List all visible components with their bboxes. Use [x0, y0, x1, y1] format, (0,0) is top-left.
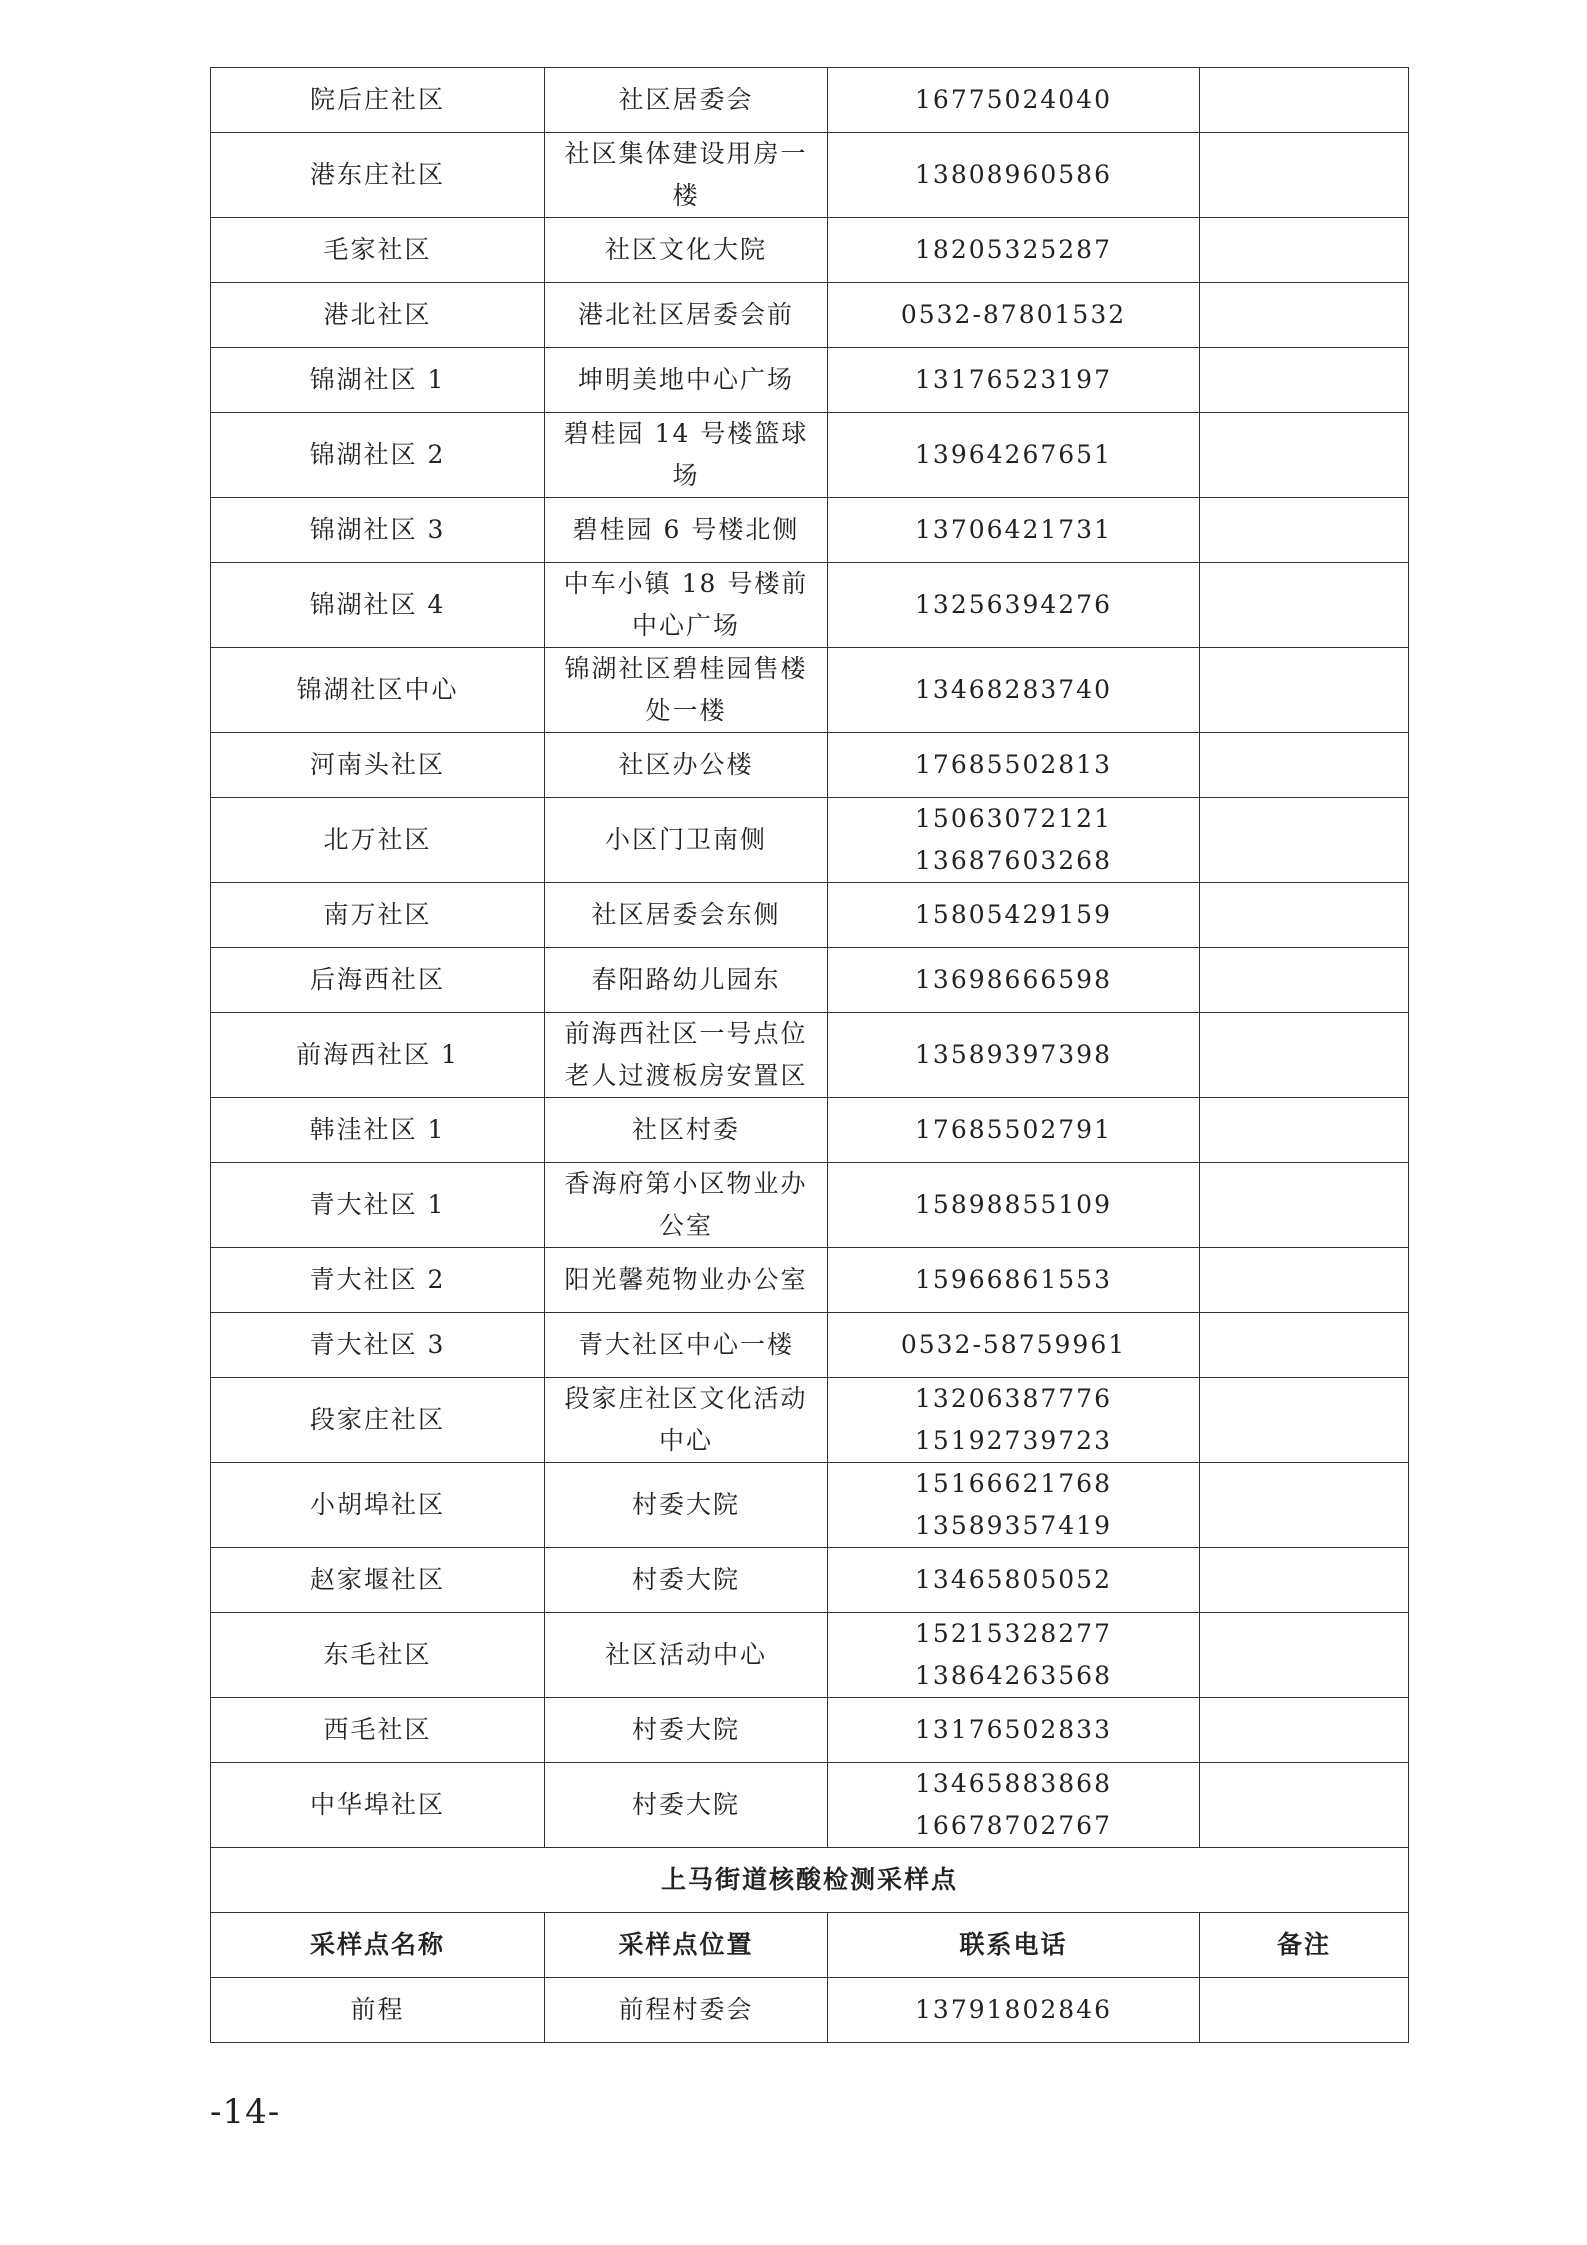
table-row — [211, 218, 1409, 283]
cell-site-name: 后海西社区 — [211, 948, 545, 1013]
cell-site-location: 中车小镇 18 号楼前中心广场 — [545, 563, 828, 648]
cell-contact-phone — [828, 68, 1200, 133]
cell-remark — [1200, 1613, 1409, 1698]
cell-remark — [1200, 133, 1409, 218]
cell-remark — [1200, 1098, 1409, 1163]
phone-number: 13864263568 — [915, 1661, 1112, 1690]
cell-site-location: 前海西社区一号点位老人过渡板房安置区 — [545, 1013, 828, 1098]
cell-site-name: 青大社区 3 — [211, 1313, 545, 1378]
table-row — [211, 648, 1409, 733]
phone-number: 15215328277 — [915, 1619, 1112, 1648]
cell-contact-phone — [828, 1463, 1200, 1548]
phone-number: 18205325287 — [915, 235, 1112, 264]
table-row — [211, 563, 1409, 648]
cell-contact-phone — [828, 283, 1200, 348]
cell-site-name: 中华埠社区 — [211, 1763, 545, 1848]
phone-number: 13589397398 — [915, 1040, 1112, 1069]
phone-number: 15966861553 — [915, 1265, 1112, 1294]
cell-remark — [1200, 733, 1409, 798]
cell-remark — [1200, 413, 1409, 498]
phone-number: 17685502813 — [915, 750, 1112, 779]
phone-number: 13468283740 — [915, 675, 1112, 704]
header-row — [211, 1913, 1409, 1978]
cell-site-location: 香海府第小区物业办公室 — [545, 1163, 828, 1248]
cell-site-name: 毛家社区 — [211, 218, 545, 283]
cell-site-name: 河南头社区 — [211, 733, 545, 798]
phone-number: 13964267651 — [915, 440, 1112, 469]
cell-site-name: 港北社区 — [211, 283, 545, 348]
column-header: 备注 — [1200, 1913, 1409, 1978]
phone-number: 15805429159 — [915, 900, 1112, 929]
table-row — [211, 1463, 1409, 1548]
cell-site-name: 段家庄社区 — [211, 1378, 545, 1463]
cell-site-name: 锦湖社区 2 — [211, 413, 545, 498]
cell-contact-phone — [828, 1763, 1200, 1848]
section-title-row — [211, 1848, 1409, 1913]
section-title: 上马街道核酸检测采样点 — [211, 1848, 1409, 1913]
cell-site-location: 段家庄社区文化活动中心 — [545, 1378, 828, 1463]
cell-remark — [1200, 1248, 1409, 1313]
cell-site-location: 村委大院 — [545, 1548, 828, 1613]
cell-remark — [1200, 1548, 1409, 1613]
table-row — [211, 1698, 1409, 1763]
cell-remark — [1200, 1978, 1409, 2043]
table-row — [211, 798, 1409, 883]
cell-contact-phone — [828, 1013, 1200, 1098]
phone-number: 13791802846 — [915, 1995, 1112, 2024]
sampling-points-table — [210, 67, 1409, 2043]
phone-number: 13698666598 — [915, 965, 1112, 994]
cell-contact-phone — [828, 1698, 1200, 1763]
cell-site-location: 青大社区中心一楼 — [545, 1313, 828, 1378]
cell-contact-phone — [828, 1098, 1200, 1163]
column-header: 联系电话 — [828, 1913, 1200, 1978]
cell-site-name: 赵家堰社区 — [211, 1548, 545, 1613]
cell-site-name: 西毛社区 — [211, 1698, 545, 1763]
cell-site-name: 院后庄社区 — [211, 68, 545, 133]
phone-number: 13176523197 — [915, 365, 1112, 394]
cell-site-name: 锦湖社区 1 — [211, 348, 545, 413]
cell-site-location: 社区活动中心 — [545, 1613, 828, 1698]
table-row — [211, 283, 1409, 348]
cell-site-location: 社区居委会 — [545, 68, 828, 133]
cell-site-location: 春阳路幼儿园东 — [545, 948, 828, 1013]
cell-remark — [1200, 498, 1409, 563]
cell-site-location: 锦湖社区碧桂园售楼处一楼 — [545, 648, 828, 733]
phone-number: 13256394276 — [915, 590, 1112, 619]
cell-site-location: 碧桂园 14 号楼篮球场 — [545, 413, 828, 498]
phone-number: 17685502791 — [915, 1115, 1112, 1144]
cell-site-location: 小区门卫南侧 — [545, 798, 828, 883]
cell-remark — [1200, 218, 1409, 283]
column-header: 采样点位置 — [545, 1913, 828, 1978]
cell-site-name: 青大社区 2 — [211, 1248, 545, 1313]
table-row — [211, 1613, 1409, 1698]
cell-contact-phone — [828, 1548, 1200, 1613]
cell-site-name: 港东庄社区 — [211, 133, 545, 218]
table-row — [211, 883, 1409, 948]
cell-contact-phone — [828, 1248, 1200, 1313]
cell-site-name: 前程 — [211, 1978, 545, 2043]
phone-number: 13176502833 — [915, 1715, 1112, 1744]
phone-number: 0532-87801532 — [900, 300, 1127, 329]
phone-number: 13808960586 — [915, 160, 1112, 189]
table-row — [211, 498, 1409, 563]
cell-contact-phone — [828, 1613, 1200, 1698]
phone-number: 13465805052 — [915, 1565, 1112, 1594]
cell-contact-phone — [828, 1978, 1200, 2043]
table-row — [211, 948, 1409, 1013]
cell-contact-phone — [828, 498, 1200, 563]
table-row — [211, 1978, 1409, 2043]
cell-site-location: 村委大院 — [545, 1463, 828, 1548]
cell-contact-phone — [828, 948, 1200, 1013]
table-row — [211, 1313, 1409, 1378]
page-number: -14- — [210, 2092, 281, 2132]
cell-contact-phone — [828, 1378, 1200, 1463]
cell-site-location: 社区居委会东侧 — [545, 883, 828, 948]
cell-site-location: 社区文化大院 — [545, 218, 828, 283]
cell-contact-phone — [828, 133, 1200, 218]
cell-site-location: 村委大院 — [545, 1698, 828, 1763]
cell-remark — [1200, 1163, 1409, 1248]
cell-remark — [1200, 348, 1409, 413]
cell-site-location: 港北社区居委会前 — [545, 283, 828, 348]
cell-contact-phone — [828, 1163, 1200, 1248]
cell-site-name: 锦湖社区 3 — [211, 498, 545, 563]
cell-site-name: 东毛社区 — [211, 1613, 545, 1698]
cell-contact-phone — [828, 648, 1200, 733]
cell-site-name: 青大社区 1 — [211, 1163, 545, 1248]
cell-site-location: 村委大院 — [545, 1763, 828, 1848]
cell-site-location: 碧桂园 6 号楼北侧 — [545, 498, 828, 563]
cell-remark — [1200, 1313, 1409, 1378]
phone-number: 13706421731 — [915, 515, 1112, 544]
cell-site-name: 锦湖社区 4 — [211, 563, 545, 648]
phone-number: 15166621768 — [915, 1469, 1112, 1498]
cell-contact-phone — [828, 218, 1200, 283]
cell-site-name: 韩洼社区 1 — [211, 1098, 545, 1163]
table-row — [211, 1763, 1409, 1848]
cell-site-location: 社区集体建设用房一楼 — [545, 133, 828, 218]
table-row — [211, 133, 1409, 218]
column-header: 采样点名称 — [211, 1913, 545, 1978]
cell-remark — [1200, 1378, 1409, 1463]
cell-remark — [1200, 283, 1409, 348]
cell-remark — [1200, 1463, 1409, 1548]
cell-contact-phone — [828, 413, 1200, 498]
table-row — [211, 1013, 1409, 1098]
phone-number: 13206387776 — [915, 1384, 1112, 1413]
phone-number: 13687603268 — [915, 846, 1112, 875]
phone-number: 0532-58759961 — [900, 1330, 1127, 1359]
phone-number: 13589357419 — [915, 1511, 1112, 1540]
cell-remark — [1200, 883, 1409, 948]
cell-contact-phone — [828, 348, 1200, 413]
table-row — [211, 413, 1409, 498]
cell-contact-phone — [828, 733, 1200, 798]
phone-number: 15898855109 — [915, 1190, 1112, 1219]
cell-remark — [1200, 798, 1409, 883]
cell-site-location: 前程村委会 — [545, 1978, 828, 2043]
cell-remark — [1200, 1698, 1409, 1763]
cell-site-location: 阳光馨苑物业办公室 — [545, 1248, 828, 1313]
table-row — [211, 1378, 1409, 1463]
cell-site-name: 南万社区 — [211, 883, 545, 948]
phone-number: 15063072121 — [915, 804, 1112, 833]
cell-remark — [1200, 1013, 1409, 1098]
phone-number: 16775024040 — [915, 85, 1112, 114]
cell-site-location: 社区办公楼 — [545, 733, 828, 798]
cell-remark — [1200, 68, 1409, 133]
phone-number: 13465883868 — [915, 1769, 1112, 1798]
table-row — [211, 1548, 1409, 1613]
table-row — [211, 1163, 1409, 1248]
cell-site-name: 前海西社区 1 — [211, 1013, 545, 1098]
cell-contact-phone — [828, 1313, 1200, 1378]
cell-contact-phone — [828, 798, 1200, 883]
cell-site-name: 北万社区 — [211, 798, 545, 883]
table-row — [211, 68, 1409, 133]
table-row — [211, 1248, 1409, 1313]
table-row — [211, 1098, 1409, 1163]
table-row — [211, 733, 1409, 798]
cell-contact-phone — [828, 883, 1200, 948]
cell-site-location: 坤明美地中心广场 — [545, 348, 828, 413]
table-row — [211, 348, 1409, 413]
phone-number: 16678702767 — [915, 1811, 1112, 1840]
cell-remark — [1200, 948, 1409, 1013]
cell-contact-phone — [828, 563, 1200, 648]
cell-remark — [1200, 1763, 1409, 1848]
cell-site-name: 锦湖社区中心 — [211, 648, 545, 733]
cell-site-location: 社区村委 — [545, 1098, 828, 1163]
phone-number: 15192739723 — [915, 1426, 1112, 1455]
cell-remark — [1200, 648, 1409, 733]
cell-site-name: 小胡埠社区 — [211, 1463, 545, 1548]
cell-remark — [1200, 563, 1409, 648]
